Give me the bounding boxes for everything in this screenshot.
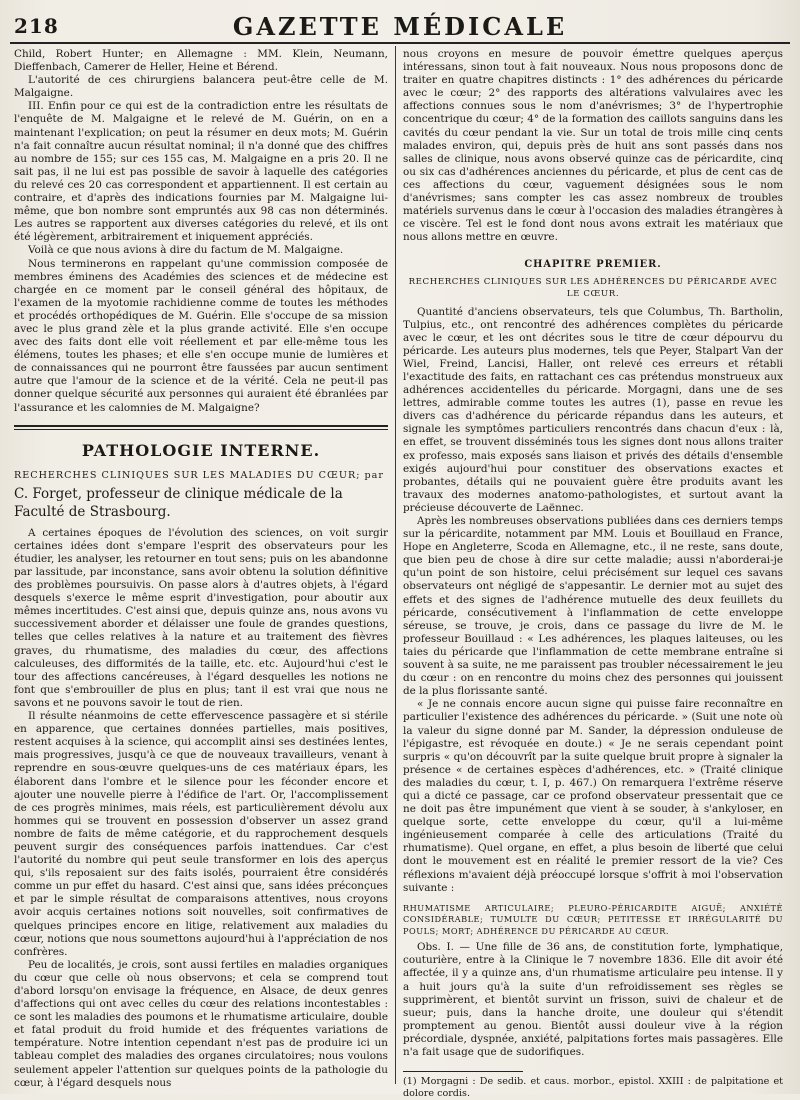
paragraph: III. Enfin pour ce qui est de la contradiction entre les résultats de l'enquête de M. Malgaigne et le relevé de M. Guérin, on en a maintenant l'explication; on peut la résumer en deux mots; M. Guérin n'a fait connaître aucun résultat nominal; il n'a donné que des chiffres au nombre de 155; sur ces 155 cas, M. Malgaigne en a pris 20. Il ne sait pas, il ne lui est pas possible de savoir à laquelle des catégories du relevé ces 20 cas correspondent et appartiennent. Il est certain au contraire, et d'après des indications fournies par M. Malgaigne lui-même, que bon nombre sont empruntés aux 98 cas non déterminés. Les autres se rapportent aux diverses catégories du relevé, et ils ont été légèrement, arbitrairement et iniquement appréciés. — [14, 100, 388, 244]
article-title-author: C. Forget, professeur de clinique médicale de la Faculté de Strasbourg. — [14, 485, 343, 520]
right-column — [403, 48, 783, 1100]
column-divider — [395, 46, 396, 1084]
paragraph: Peu de localités, je crois, sont aussi fertiles en maladies organiques du cœur que celle où nous observons; et cela se comprend tout d'abord lorsqu'on envisage la fréquence, en Alsace, de deux genres d'affections qui ont avec celles du cœur des relations incontestables : ce sont les maladies des poumons et le rhumatisme articulaire, double et fatal produit du froid humide et des fréquentes variations de température. Notre intention cependant n'est pas de produire ici un tableau complet des maladies des organes circulatoires; nous voulons seulement appeler l'attention sur quelques points de la pathologie du cœur, à l'égard desquels nous — [14, 958, 388, 1089]
footnote: (1) Morgagni : De sedib. et caus. morbor., epistol. XXIII : de palpitatione et dolore cordis. — [403, 1076, 783, 1100]
paragraph: Nous terminerons en rappelant qu'une commission composée de membres éminens des Académies des sciences et de médecine est chargée en ce moment par le conseil général des hôpitaux, de l'examen de la myotomie rachidienne comme de toutes les méthodes et procédés orthopédiques de M. Guérin. Elle s'occupe de sa mission avec le plus grand zèle et la plus grande activité. Elle s'en occupe avec des faits dont elle voit réellement et par elle-même tous les élémens, toutes les phases; et elle s'en occupe munie de lumières et de connaissances qui ne pourront être faussées par aucun sentiment autre que l'amour de la science et de la vérité. Cela ne peut-il pas donner quelque sécurité aux personnes qui auraient été ébranlées par l'assurance et les calomnies de M. Malgaigne? — [14, 257, 388, 414]
case-heading: RHUMATISME ARTICULAIRE; PLEURO-PÉRICARDITE AIGUË; ANXIÉTÉ CONSIDÉRABLE; TUMULTE DU CŒUR; PETITESSE ET IRRÉGULARITÉ DU POULS; MORT; ADHÉRENCE DU PÉRICARDE AU CŒUR. — [403, 902, 783, 936]
paragraph: L'autorité de ces chirurgiens balancera peut-être celle de M. Malgaigne. — [14, 74, 388, 100]
left-column — [14, 48, 388, 1088]
paragraph: Voilà ce que nous avions à dire du factum de M. Malgaigne. — [28, 244, 344, 257]
section-divider — [14, 425, 388, 430]
article-title-lead: RECHERCHES CLINIQUES SUR LES MALADIES DU CŒUR; par — [14, 469, 384, 481]
paragraph: Après les nombreuses observations publiées dans ces derniers temps sur la péricardite, notamment par MM. Louis et Bouillaud en France, Hope en Angleterre, Scoda en Allemagne, etc., il ne reste, sans doute, que bien peu de chose à dire sur cette maladie; aussi n'aborderai-je qu'un point de son histoire, celui précisément sur lequel ces savans observateurs ont négligé de s'appesantir. Le dernier mot au sujet des effets et des signes de l'adhérence mutuelle des deux feuillets du péricarde, consécutivement à l'inflammation de cette enveloppe séreuse, se trouve, je crois, dans ce passage du livre de M. le professeur Bouillaud : « Les adhérences, les plaques laiteuses, ou les taies du péricarde que l'inflammation de cette membrane entraîne si souvent à sa suite, ne me paraissent pas troubler nécessairement le jeu du cœur : on en rencontre du moins chez des personnes qui jouissent de la plus florissante santé. — [403, 515, 783, 698]
paragraph: « Je ne connais encore aucun signe qui puisse faire reconnaître en particulier l'existence des adhérences du péricarde. » (Suit une note où la valeur du signe donné par M. Sander, la dépression onduleuse de l'épigastre, est révoquée en doute.) « Je ne serais cependant point surpris « qu'on découvrît par la suite quelque bruit propre à signaler la présence « de certaines espèces d'adhérences, etc. » (Traité clinique des maladies du cœur, t. I, p. 467.) On remarquera l'extrême réserve qui a dicté ce passage, car ce profond observateur pressentait que ce ne doit pas être impunément que vient à se souder, à s'ankyloser, en quelque sorte, cette enveloppe du cœur, qu'il a lui-même ingénieusement comparée à celle des articulations (Traité du rhumatisme). Quel organe, en effet, a plus besoin de liberté que celui dont le mouvement est en réalité le premier ressort de la vie? Ces réflexions m'avaient déjà préoccupé lorsque s'offrit à moi l'observation suivante : — [403, 698, 783, 894]
paragraph: Obs. I. — Une fille de 36 ans, de constitution forte, lymphatique, couturière, entre à la Clinique le 7 novembre 1836. Elle dit avoir été affectée, il y a quinze ans, d'un rhumatisme articulaire peu intense. Il y a huit jours qu'à la suite d'un refroidissement ses règles se supprimèrent, et bientôt survint un frisson, suivi de chaleur et de sueur; puis, dans la hanche droite, une douleur qui s'étendit promptement au genou. Bientôt aussi douleur vive à la région précordiale, dyspnée, anxiété, palpitations fortes mais passagères. Elle n'a fait usage que de sudorifiques. — [403, 941, 783, 1058]
chapter-heading: CHAPITRE PREMIER. — [524, 259, 662, 271]
paragraph: Il résulte néanmoins de cette effervescence passagère et si stérile en apparence, que certaines données partielles, mais positives, restent acquises à la science, qui accomplit ainsi ses destinées lentes, mais progressives, jusqu'à ce que de nouveaux travailleurs, venant à reprendre en sous-œuvre quelques-uns de ces matériaux épars, les élaborent dans l'ombre et le silence pour les féconder encore et ajouter une nouvelle pierre à l'édifice de l'art. Or, l'accomplissement de ces progrès minimes, mais réels, est particulièrement dévolu aux hommes qui se trouvent en possession d'observer un assez grand nombre de faits de même catégorie, et du rapprochement desquels peuvent surgir des conséquences parfois inattendues. Car c'est l'autorité du nombre qui peut seule transformer en lois des aperçus qui, s'ils reposaient sur des faits isolés, pourraient être considérés comme un pur effet du hasard. C'est ainsi que, sans idées préconçues et par le simple résultat de comparaisons attentives, nous croyons avoir acquis certaines notions soit nouvelles, soit confirmatives de quelques principes encore en litige, relativement aux maladies du cœur, notions que nous soumettons aujourd'hui à l'appréciation de nos confrères. — [14, 710, 388, 958]
paragraph: nous croyons en mesure de pouvoir émettre quelques aperçus intéressans, sinon tout à fait nouveaux. Nous nous proposons donc de traiter en quatre chapitres distincts : 1° des adhérences du péricarde avec le cœur; 2° des rapports des altérations valvulaires avec les affections connues sous le nom d'anévrismes; 3° de l'hypertrophie concentrique du cœur; 4° de la formation des caillots sanguins dans les cavités du cœur pendant la vie. Sur un total de trois mille cinq cents malades environ, qui, depuis près de huit ans sont passés dans nos salles de clinique, nous avons observé quinze cas de péricardite, cinq ou six cas d'adhérences anciennes du péricarde, et plus de cent cas de ces affections du cœur, vaguement désignées sous le nom d'anévrismes; sans compter les cas assez nombreux de troubles matériels survenus dans le cœur à l'occasion des maladies étrangères à ce viscère. Tel est le fond dont nous avons extrait les matériaux que nous allons mettre en œuvre. — [403, 48, 783, 244]
chapter-subheading: RECHERCHES CLINIQUES SUR LES ADHÉRENCES DU PÉRICARDE AVEC LE CŒUR. — [408, 276, 778, 299]
paragraph: A certaines époques de l'évolution des sciences, on voit surgir certaines idées dont s'empare l'esprit des observateurs pour les étudier, les analyser, les retourner en tout sens; puis on les abandonne par lassitude, par inconstance, sans avoir obtenu la solution définitive des problèmes poursuivis. On passe alors à d'autres objets, à l'égard desquels s'exerce le même esprit d'investigation, pour aboutir aux mêmes incertitudes. C'est ainsi que, depuis quinze ans, nous avons vu successivement aborder et délaisser une foule de grandes questions, telles que celles relatives à la nature et au traitement des fièvres graves, du rhumatisme, des maladies du cœur, des affections calculeuses, des difformités de la taille, etc. etc. Aujourd'hui c'est le tour des affections cancéreuses, à l'égard desquelles les notions ne font que s'embrouiller de plus en plus; tant il est vrai que nous ne savons et ne pouvons savoir le tout de rien. — [14, 526, 388, 709]
masthead-title: GAZETTE MÉDICALE — [232, 12, 568, 41]
page-number: 218 — [14, 14, 59, 38]
paragraph: Child, Robert Hunter; en Allemagne : MM. Klein, Neumann, Dieffenbach, Camerer de Heller, Heine et Bérend. — [14, 48, 388, 74]
paragraph: Quantité d'anciens observateurs, tels que Columbus, Th. Bartholin, Tulpius, etc., ont rencontré des adhérences complètes du péricarde avec le cœur, et les ont décrites sous le titre de cœur dépourvu du péricarde. Les auteurs plus modernes, tels que Peyer, Stalpart Van der Wiel, Freind, Lancisi, Haller, ont relevé ces erreurs et rétabli l'exactitude des faits, en rattachant ces cas prétendus monstrueux aux adhérences accidentelles du péricarde. Morgagni, dans une de ses lettres, admirable comme toutes les autres (1), passe en revue les divers cas d'adhérence du péricarde répandus dans les auteurs, et signale les symptômes particuliers rencontrés dans chacun d'eux : là, en effet, se trouvent disséminés tous les signes dont nous allons traiter ex professo, mais exposés sans liaison et privés des détails d'ensemble exigés aujourd'hui pour constituer des observations exactes et probantes, détails qui ne pouvaient guère être produits avant les travaux des modernes anatomo-pathologistes, et surtout avant la précieuse découverte de Laënnec. — [403, 305, 783, 514]
footnote-divider — [403, 1071, 523, 1072]
article-title — [14, 465, 388, 521]
page-header — [10, 8, 790, 44]
section-heading: PATHOLOGIE INTERNE. — [81, 440, 321, 460]
